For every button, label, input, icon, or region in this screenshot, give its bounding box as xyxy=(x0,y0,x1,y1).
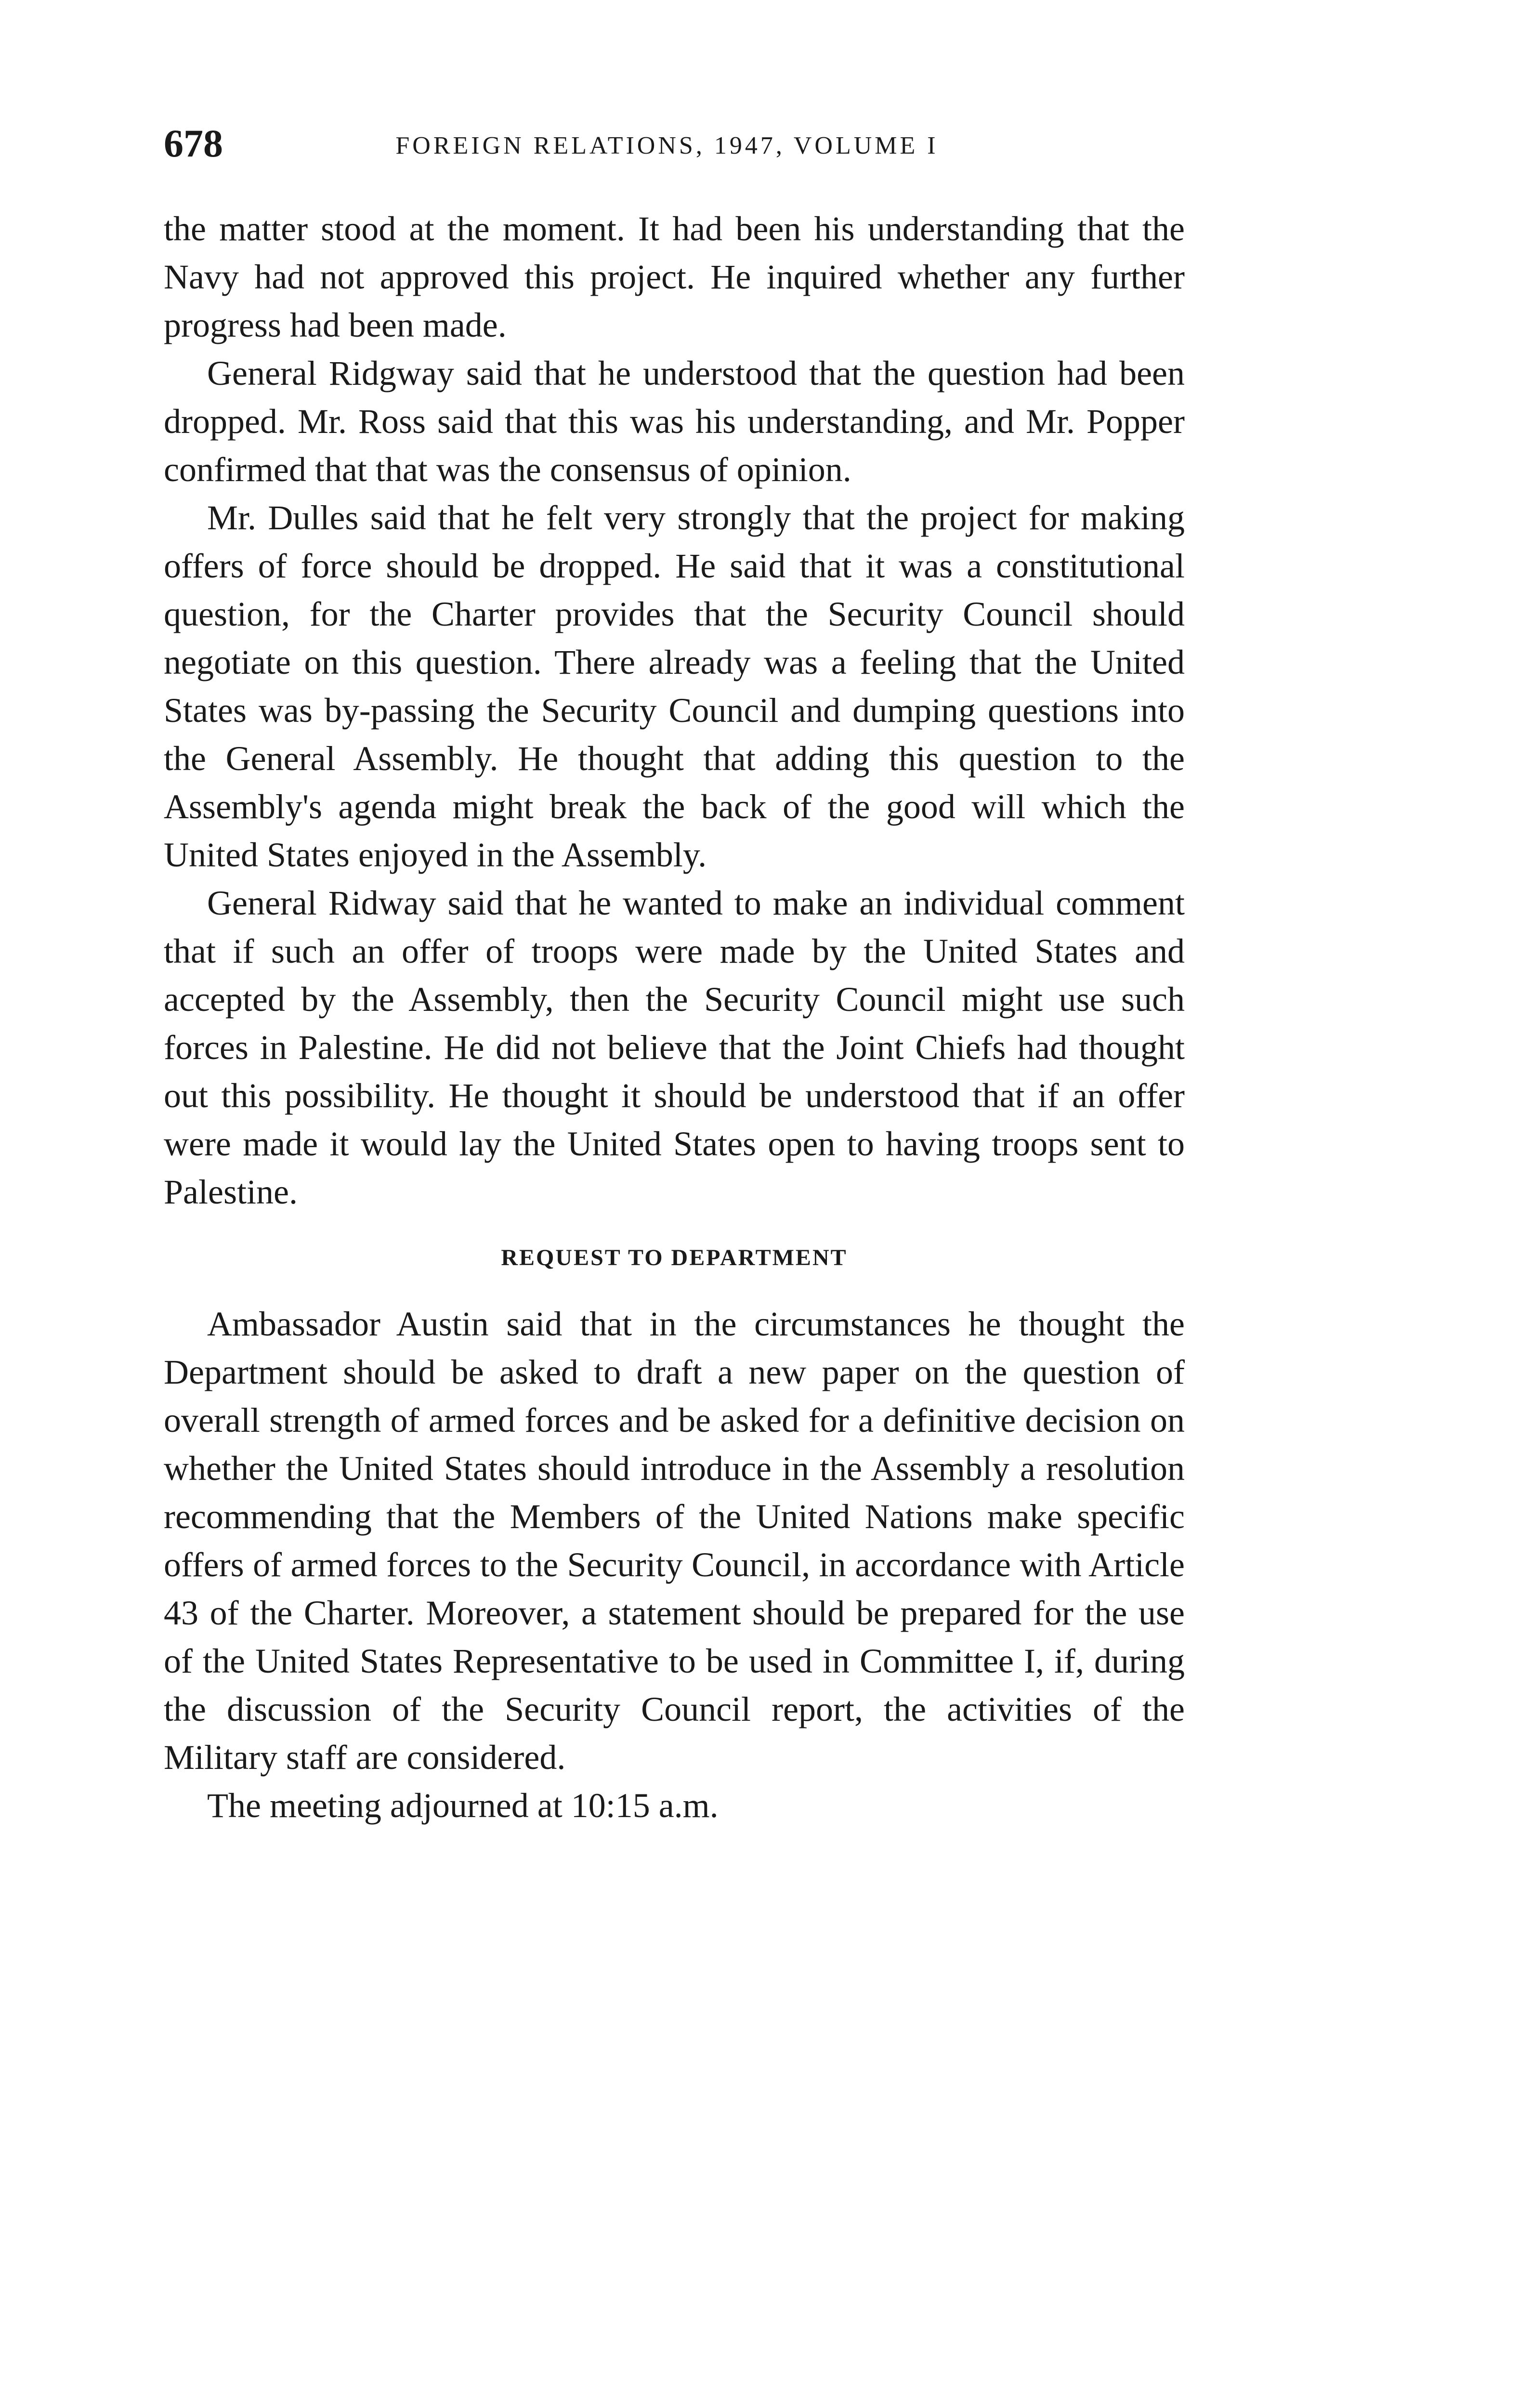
paragraph-austin-request: Ambassador Austin said that in the circumstances he thought the Department should be asked to draft a new paper on the question of overall strength of armed forces and be asked for a definitive decision on whether the United States should introduce in the Assembly a resolution recommending that the Members of the United Nations make specific offers of armed forces to the Security Council, in accordance with Article 43 of the Charter. Moreover, a statement should be prepared for the use of the United States Representative to be used in Committee I, if, during the discussion of the Security Council report, the activities of the Military staff are considered. xyxy=(164,1305,1185,1777)
section-heading: REQUEST TO DEPARTMENT xyxy=(501,1245,848,1270)
page-number: 678 xyxy=(164,121,223,165)
running-head-title: FOREIGN RELATIONS, 1947, VOLUME I xyxy=(395,132,939,159)
paragraph-continuation: the matter stood at the moment. It had been his understanding that the Navy had not approved this project. He inquired whether any further progress had been made. xyxy=(164,209,1185,344)
running-head xyxy=(164,119,1170,168)
paragraph-adjournment: The meeting adjourned at 10:15 a.m. xyxy=(207,1786,719,1825)
body-text xyxy=(164,205,1185,1830)
paragraph-dulles-statement: Mr. Dulles said that he felt very strongly that the project for making offers of force should be dropped. He said that it was a constitutional question, for the Charter provides that the Security Council should negotiate on this question. There already was a feeling that the United States was by-passing the Security Council and dumping questions into the General Assembly. He thought that adding this question to the Assembly's agenda might break the back of the good will which the United States enjoyed in the Assembly. xyxy=(164,498,1185,874)
paragraph-ridway-comment: General Ridway said that he wanted to make an individual comment that if such an offer of troops were made by the United States and accepted by the Assembly, then the Security Council might use such forces in Palestine. He did not believe that the Joint Chiefs had thought out this possibility. He thought it should be understood that if an offer were made it would lay the United States open to having troops sent to Palestine. xyxy=(164,884,1185,1211)
paragraph-ridgway-dropped: General Ridgway said that he understood that the question had been dropped. Mr. Ross said that this was his understanding, and Mr. Popper confirmed that that was the consensus of opinion. xyxy=(164,354,1185,489)
